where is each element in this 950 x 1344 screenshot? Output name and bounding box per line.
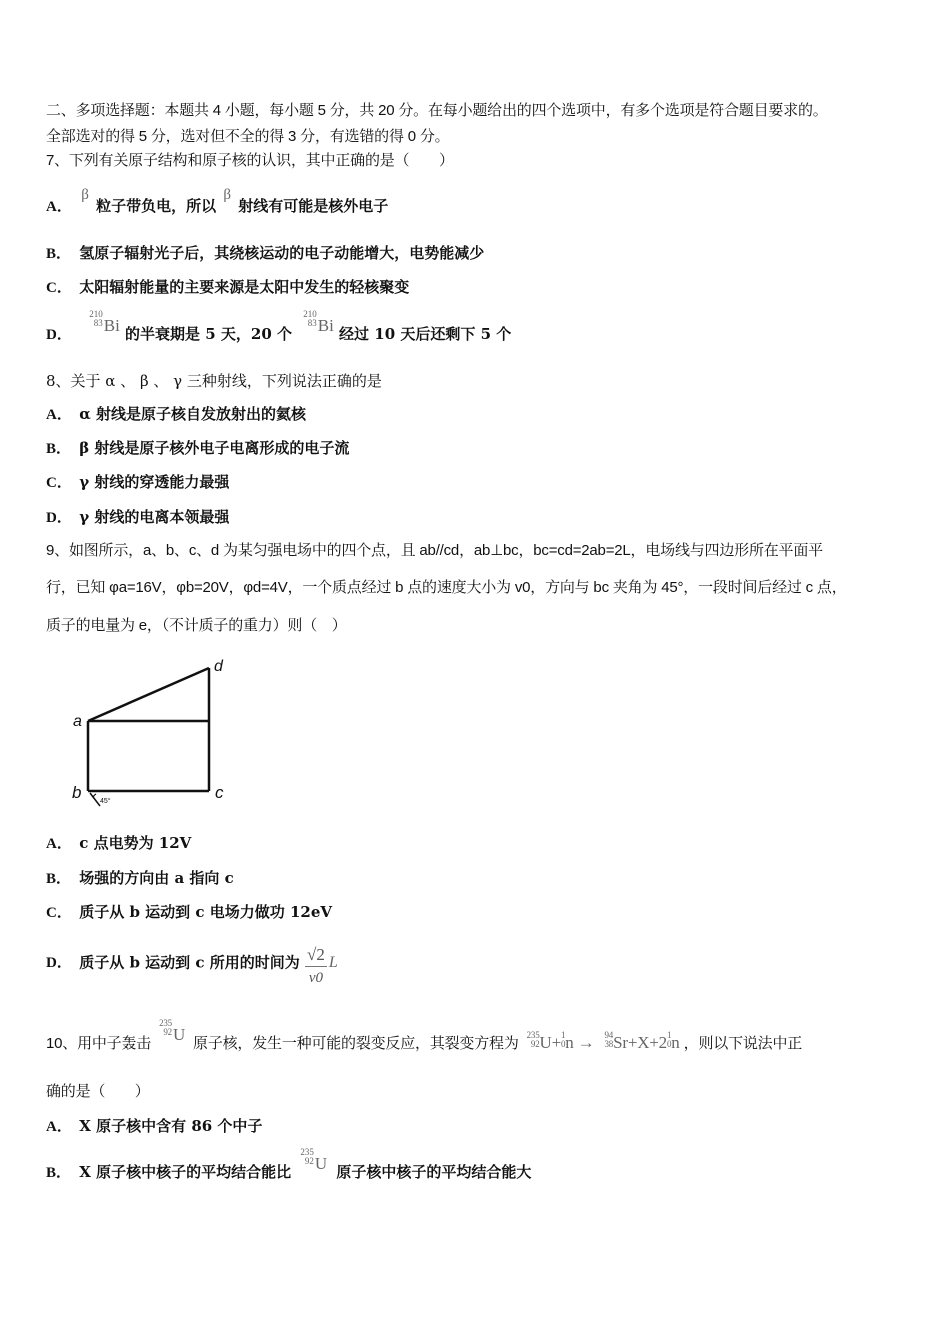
option-label: B． (46, 1165, 72, 1181)
q7-stem: 7、下列有关原子结构和原子核的认识，其中正确的是（ ） (46, 152, 454, 169)
q10-stem-line2: 确的是（ ） (46, 1083, 150, 1100)
option-text: 的半衰期是 5 天，20 个 (125, 325, 293, 343)
nuclide-bi210: 210 83 Bi (89, 309, 120, 335)
q9-option-a[interactable] (46, 833, 191, 854)
option-label: B． (46, 871, 72, 887)
option-text: α 射线是原子核自发放射出的氦核 (79, 405, 307, 423)
option-label: C． (46, 475, 72, 491)
section-instructions-line2: 全部选对的得 5 分，选对但不全的得 3 分，有选错的得 0 分。 (46, 128, 450, 145)
section-instructions-line1: 二、多项选择题：本题共 4 小题，每小题 5 分，共 20 分。在每小题给出的四个选项中，有多个选项是符合题目要求的。 (46, 102, 828, 119)
angle-label: 45° (100, 798, 111, 805)
beta-symbol: β (81, 187, 89, 203)
option-text: 质子从 b 运动到 c 所用的时间为 (79, 953, 300, 972)
option-text: c 点电势为 12V (79, 834, 192, 852)
point-c-label: c (215, 783, 224, 802)
option-text: γ 射线的电离本领最强 (79, 508, 230, 526)
option-label: D． (46, 954, 72, 971)
q7-option-d[interactable] (46, 309, 512, 345)
q8-stem: 8、关于 α 、 β 、 γ 三种射线，下列说法正确的是 (46, 372, 382, 390)
q8-option-d[interactable] (46, 507, 229, 528)
option-label: D． (46, 510, 72, 526)
q10-option-b[interactable] (46, 1147, 532, 1183)
nuclide-u235: 235 92 U (300, 1147, 328, 1173)
option-text: β 射线是原子核外电子电离形成的电子流 (79, 439, 350, 457)
stem-text: 10、用中子轰击 (46, 1035, 152, 1052)
option-text: X 原子核中核子的平均结合能比 (79, 1163, 292, 1181)
option-text: 粒子带负电，所以 (96, 197, 217, 215)
option-label: B． (46, 441, 72, 457)
q9-stem-line1: 9、如图所示，a、b、c、d 为某匀强电场中的四个点，且 ab//cd，ab⊥bc，bc=cd=2ab=2L，电场线与四边形所在平面平 (46, 542, 823, 559)
q9-option-b[interactable] (46, 868, 234, 889)
option-text: 质子从 b 运动到 c 电场力做功 12eV (79, 903, 333, 921)
option-label: A． (46, 1119, 72, 1135)
option-text: 场强的方向由 a 指向 c (79, 869, 234, 887)
point-d-label: d (214, 658, 223, 675)
option-text: 氢原子辐射光子后，其绕核运动的电子动能增大，电势能减少 (79, 244, 485, 262)
option-text: 经过 10 天后还剩下 5 个 (339, 325, 512, 343)
option-label: A． (46, 836, 72, 852)
option-text: 射线有可能是核外电子 (238, 197, 389, 215)
q9-figure (60, 648, 240, 823)
q9-stem-line2: 行，已知 φa=16V，φb=20V，φd=4V，一个质点经过 b 点的速度大小为 v0，方向与 bc 夹角为 45°，一段时间后经过 c 点， (46, 579, 847, 596)
nuclide-u235: 235 92 U (159, 1018, 186, 1044)
option-text: 太阳辐射能量的主要来源是太阳中发生的轻核聚变 (79, 278, 410, 296)
option-text: γ 射线的穿透能力最强 (79, 473, 230, 491)
q8-option-c[interactable] (46, 472, 229, 493)
q8-option-b[interactable] (46, 438, 349, 459)
q10-option-a[interactable] (46, 1116, 262, 1137)
point-b-label: b (72, 783, 82, 802)
q7-option-a[interactable] (46, 187, 389, 217)
q7-option-b[interactable] (46, 243, 484, 264)
option-label: A． (46, 407, 72, 423)
trapezoid-diagram (60, 648, 240, 823)
option-text: X 原子核中含有 86 个中子 (79, 1117, 263, 1135)
option-label: B． (46, 246, 72, 262)
fission-equation: 235 92 U+ 1 0 n → 94 38 Sr+X+2 1 0 n (526, 1030, 680, 1052)
length-L: L (328, 953, 338, 971)
point-a-label: a (73, 713, 82, 730)
fraction-sqrt2-over-v0: $\frac{√2}{v0}$ (306, 945, 325, 986)
q9-option-c[interactable] (46, 902, 332, 923)
nuclide-bi210: 210 83 Bi (303, 309, 334, 335)
q8-option-a[interactable] (46, 404, 306, 425)
option-text: 原子核中核子的平均结合能大 (336, 1163, 532, 1181)
option-label: A． (46, 199, 72, 215)
stem-text: 原子核，发生一种可能的裂变反应，其裂变方程为 (193, 1035, 519, 1052)
option-label: D． (46, 327, 72, 343)
stem-text: ，则以下说法中正 (683, 1035, 803, 1052)
beta-symbol: β (223, 187, 231, 203)
q9-stem-line3: 质子的电量为 e，（不计质子的重力）则（ ） (46, 617, 347, 634)
option-label: C． (46, 280, 72, 296)
q10-stem-line1 (46, 1018, 803, 1054)
q7-option-c[interactable] (46, 277, 409, 298)
option-label: C． (46, 905, 72, 921)
q9-option-d[interactable] (46, 940, 338, 985)
